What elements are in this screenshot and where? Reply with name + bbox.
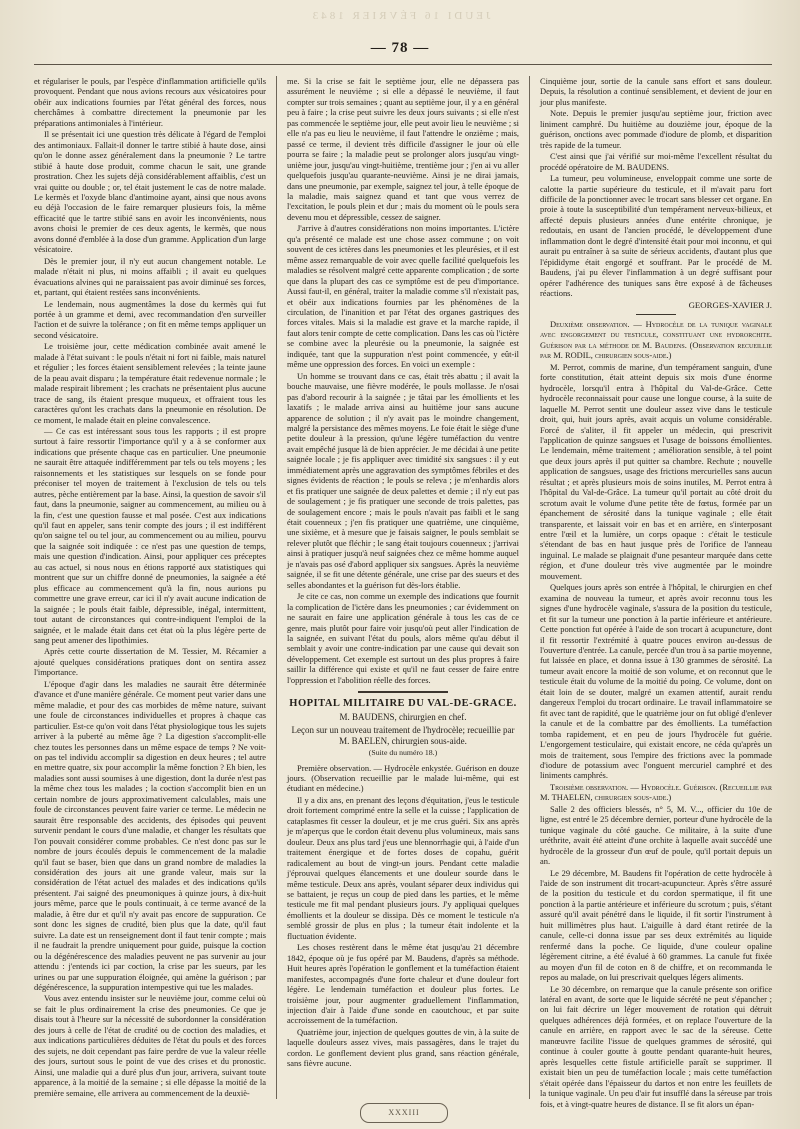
column-2: [287, 76, 519, 1099]
lecture-title: Leçon sur un nouveau traitement de l'hydrocèle; recueillie par M. BAELEN, chirurgien sous-aide.: [291, 725, 515, 746]
library-stamp: XXXIII: [360, 1103, 448, 1123]
section-heading: HOPITAL MILITAIRE DU VAL-DE-GRACE.: [289, 698, 517, 710]
column-3: [540, 76, 772, 1109]
paragraph: Le lendemain, nous augmentâmes la dose du kermès qui fut portée à un gramme et demi, avec recommandation d'en surveiller l'action et de suivre la tolérance ; on fit en même temps appliquer un second vésicatoire.: [34, 298, 266, 340]
paragraph: Le troisième jour, cette médication combinée avait amené le malade à l'état suivant : le pouls n'était ni fort ni faible, mais naturel et régulier ; les forces étaient sensiblement relevées ; la teinte jaune de la peau avait disparu ; la température était redevenue normale ; le malade respirait librement ; les crachats ne présentaient plus aucune trace de sang, ils étaient presque muqueux, et offraient tous les caractères qu'ont les crachats dans la pneumonie en résolution. De ce moment, le malade était en pleine convalescence.: [34, 341, 266, 425]
paragraph: Il se présentait ici une question très délicate à l'égard de l'emploi des antimoniaux. Fallait-il donner le tartre stibié à haute dose, ainsi qu'on le donne assez généralement dans la pneumonie ? Le tartre stibié à haute dose produit, comme chacun le sait, une grande prostration. Chez les sujets déjà considérablement affaiblis, c'est un vrai quitte ou double ; or, tel était justement le cas de notre malade. Le kermès et l'oxyde blanc d'antimoine ayant, ainsi que nous avons eu déjà l'occasion de le faire remarquer plusieurs fois, la même efficacité que le tartre stibié sans en avoir les inconvénients, nous avons choisi le premier de ces deux agents, le kermès, que nous avons donné d'emblée à la dose d'un gramme. Application d'un large vésicatoire.: [34, 129, 266, 255]
paragraph: et régulariser le pouls, par l'espèce d'inflammation artificielle qu'ils provoquent. Pendant que nous avions recours aux vésicatoires pour obéir aux indications fournies par l'état général des forces, nous cherchâmes à combattre directement la pneumonie par les préparations antimoniales à l'intérieur.: [34, 76, 266, 128]
observation-heading: Troisième observation. — Hydrocèle. Guérison. (Recueillie par M. THAELEN, chirurgien sous-aide.): [540, 781, 772, 803]
paragraph: me. Si la crise se fait le septième jour, elle ne dépassera pas assurément le neuvième ; si elle a dépassé le neuvième, il faut compter sur trois semaines ; quant au septième jour, il y a en général peu à faire ; la crise peut suivre les deux jours suivants ; si elle n'est pas commencée le septième jour, elle peut avoir lieu le neuvième ; si elle n'a pas eu lieu le neuvième, il faut l'attendre le onzième ; mais, passé ce terme, il devient très difficile d'assigner le jour où elle pourra se faire ; la maladie peut se prolonger alors jusqu'au vingt-unième jour, jusqu'au vingt-huitième, trentième jour ; j'en ai vu aller quelquefois jusqu'au quarante-neuvième. Ainsi je ne dirai jamais, dans une pneumonie, par exemple, saignez tel jour, à telle époque de la maladie, mais saignez quand et tant que vous verrez de l'excitation, le pouls plein et dur ; mais du moment où le pouls sera devenu mou et dépressible, cessez de saigner.: [287, 76, 519, 222]
bleed-through-text: JEUDI 16 FÉVRIER 1843: [309, 10, 491, 22]
paragraph: L'époque d'agir dans les maladies ne saurait être déterminée d'avance et d'une manière générale. Ce moment peut varier dans une même maladie, et pour des cas morbides de même nature, suivant une foule de circonstances individuelles et propres à chaque cas particulier. Est-ce qu'on voit dans l'état physiologique tous les sujets arriver à la puberté au même âge ? La digestion s'accomplit-elle chez toutes les personnes dans un même espace de temps ? Ne voit-on pas tel individu accomplir sa digestion en deux heures ; tel autre en mettre quatre, six pour accomplir la même fonction ? Eh bien, les maladies sont aussi soumises à une digestion, dont la durée n'est pas la même chez tous les malades ; la coction s'accomplit bien en un certain nombre de jours approximativement calculables, mais une foule de circonstances peuvent faire varier ce terme. Le médecin ne saurait être responsable des accidents, des épisodes qui peuvent survenir pendant le cours d'une maladie, et changer les résultats que l'on pouvait considérer comme probables. Ce n'est donc pas sur le nombre de jours écoulés depuis le commencement de la maladie qu'il faut se baser, bien que dans un grand nombre de maladies la considération des jours ait une grande valeur, mais sur la considération de l'état actuel des malades et des indications qu'ils présentent. J'ai saigné des pneumoniques à quinze jours, à dix-huit jours même, parce que le pouls continuait, à ce terme avancé de la maladie, à être dur et qu'il n'y avait pas encore de suppuration. Ce sont donc les signes de crudité, bien plus que la date, qu'il faut suivre. La date est un renseignement dont il faut tenir compte ; mais il ne faudrait la prendre uniquement pour guide, puisque la coction ou la dégénérescence des maladies peuvent ne pas survenir au jour attendu : j'entends ici par coction, la crise par les sueurs, par les urines ou par une suppuration éloignée, qui amène la guérison ; par dégénérescence, la suppuration intempestive qui tue les malades.: [34, 678, 266, 992]
paragraph: Quatrième jour, injection de quelques gouttes de vin, à la suite de laquelle douleurs assez vives, mais passagères, dans le trajet du cordon. Le gonflement devient plus grand, sans réaction générale, sans fièvre aucune.: [287, 1026, 519, 1069]
paragraph: — Ce cas est intéressant sous tous les rapports ; il est propre surtout à faire ressortir l'importance qu'il y a à se conformer aux indications que présente chaque cas en particulier. Une pneumonie ne saurait être attaquée indifféremment par tels ou tels moyens ; les raisonnements et les statistiques sur lesquels on se fonde pour préconiser tel moyen de traitement à l'exclusion de tels ou tels autres, pèche entièrement par la base. Ainsi, la question de savoir s'il faut, dans la pneumonie, saigner au commencement, au milieu ou à la fin, c'est une question fausse et mal posée. C'est aux indications qu'il faut en appeler, sans tenir compte des jours ; il est indifférent qu'on saigne tel ou tel jour, au commencement ou au milieu, pourvu que la saignée soit indiquée : ce n'est pas une question de temps, mais une question d'indication. Ainsi, pour appliquer ces préceptes au cas actuel, si nous nous en étions rapporté aux statistiques qui montrent que sur un chiffre donné de pneumonies, la saignée a été plus efficace au commencement qu'à la fin, nous aurions pu commettre une grave erreur, car ici il n'y avait aucune indication de la saignée ; le pouls était faible, dépressible, inégal, intermittent, tout autant de circonstances qui contre-indiquent l'emploi de la saignée, et le malade était dans cet état où la plus légère perte de sang peut amener des lipothimies.: [34, 425, 266, 646]
paragraph: Quelques jours après son entrée à l'hôpital, le chirurgien en chef examina de nouveau la tumeur, et après avoir reconnu tous les signes d'une hydrocèle vaginale, s'assura de la position du testicule, et fit sur la tumeur une ponction à la partie inférieure et antérieure. Cette ponction fut opérée à l'aide de son trocart à acupuncture, dont il fit ressortir l'extrémité à quatre pouces environ au-dessus de l'ouverture d'entrée. La canule, percée d'un trou à sa partie moyenne, fut laissée en place, et donna issue à 130 grammes de sérosité. La tumeur avait encore la moitié de son volume, et on reconnut que le testicule était du volume de la moitié du poing. Ce volume, dont on était loin de se douter, malgré un examen attentif, aurait rendu dangereux l'emploi du trocart ordinaire. Le travail inflammatoire se fit avec tant de rapidité, que le quatrième jour on fut obligé d'enlever la canule et de la combattre par des émollients. La tuméfaction tomba rapidement, et en peu de jours l'hydrocèle fut guérie. L'engorgement testiculaire, qui existait encore, ne céda qu'après un mois de traitement, sous l'empire des frictions avec la pommade d'iodure de potassium avec l'onguent mercuriel camphré et des liniments camphrés.: [540, 582, 772, 781]
paragraph: Il y a dix ans, en prenant des leçons d'équitation, j'eus le testicule droit fortement comprimé entre la selle et la cuisse ; l'application de cataplasmes fit cesser la douleur, et je me crus guéri. Six ans après je m'aperçus que le cordon était devenu plus volumineux, mais sans douleur. Deux ans plus tard j'eus une blennorrhagie qui, à l'aide d'un traitement énergique et de fortes doses de copahu, guérit radicalement au bout de vingt-un jours. Pendant cette maladie j'éprouvai quelques élancements et une douleur sourde dans le même testicule. Deux ans après, voulant séparer deux individus qui se battaient, je reçus un coup de pied dans les parties, et le même testicule me fit mal pendant plusieurs jours. J'y appliquai quelques émollients et la douleur se dissipa. Dès ce moment le testicule n'a semblé grossir de plus en plus ; la tumeur était indolente et la fluctuation évidente.: [287, 794, 519, 941]
paragraph: C'est ainsi que j'ai vérifié sur moi-même l'excellent résultat du procédé opératoire de M. BAUDENS.: [540, 151, 772, 172]
observation-heading: Deuxième observation. — Hydrocèle de la tunique vaginale avec engorgement du testicule, constituant une hydrorchite. Guérison par la méthode de M. Baudens. (Observation recueillie par M. RODIL, chirurgien sous-aide.): [540, 318, 772, 361]
header-rule: [34, 64, 772, 65]
continuation-note: (Suite du numéro 18.): [368, 748, 438, 758]
paragraph: Le 29 décembre, M. Baudens fit l'opération de cette hydrocèle à l'aide de son instrument dit trocart-acupuncteur. Après s'être assuré de la position du testicule et du cordon spermatique, il fit une ponction à la partie antérieure et inférieure du scrotum ; puis, s'étant assuré qu'il avait pénétré dans le liquide, il fit sortir l'instrument à huit millimètres plus haut. L'aiguille à dard étant retirée de la canule, celle-ci donna issue par ses deux extrémités au liquide renfermé dans la poche. Ce liquide, d'une couleur opaline légèrement citrine, a été évalué à 60 grammes. La canule fut fixée au moyen d'un fil de coton en 8 de chiffre, et on recommanda le repos au malade, on lui prescrivait quelques légers aliments.: [540, 867, 772, 983]
column-1: [34, 76, 266, 1099]
column-separator: [276, 76, 277, 1099]
section-rule: [636, 314, 676, 315]
paragraph: M. Perrot, commis de marine, d'un tempérament sanguin, d'une forte constitution, était atteint depuis six mois d'une énorme hydrocèle, lorsqu'il entra à l'hôpital du Val-de-Grâce. Cette hydrocèle reconnaissait pour cause une longue course, à la suite de laquelle M. Perrot sentit une douleur assez vive dans le testicule droit, qui, huit jours après, avait acquis un volume considérable. Forcé de s'aliter, il fit appeler un médecin, qui prescrivit l'application de quinze sangsues et l'usage de boissons émollientes. Le lendemain, même traitement ; amélioration sensible, à tel point que deux jours après il put quitter sa chambre. Rechute ; nouvelle application de sangsues, usage des frictions mercurielles sans aucun résultat ; et après plusieurs mois de soins inutiles, M. Perrot entra à l'hôpital du Val-de-Grâce. La tumeur qu'il portait au côté droit du scrotum avait le volume d'une petite tête de fœtus, formée par un épanchement de sérosité dans la tunique vaginale ; elle était transparente, et laissait voir en bas et en arrière, en s'interposant entre l'œil et la lumière, un corps opaque : c'était le testicule s'étendant de bas en haut jusque près de l'orifice de l'anneau inguinal. Le malade se plaignait d'une pesanteur marquée dans cette région, et d'une douleur très vive augmentée par le moindre mouvement.: [540, 361, 772, 581]
paragraph: Je cite ce cas, non comme un exemple des indications que fournit la complication de l'ictère dans les pneumonies ; car évidemment on ne saurait en faire une application générale à tous les cas de ce genre, mais plutôt pour faire voir jusqu'où peut aller l'indication de la saignée, en suivant l'état du pouls, alors même qu'au début il semblait y avoir une contre-indication par une cause qui devait son développement. Cet exemple est surtout un des plus propres à faire saillir la différence qui existe et qu'il ne faut cesser de faire entre l'oppression et l'abolition réelle des forces.: [287, 591, 519, 685]
page-number: — 78 —: [370, 40, 430, 56]
paragraph: Dès le premier jour, il n'y eut aucun changement notable. Le malade n'était ni plus, ni moins affaibli ; il avait eu quelques évacuations alvines qui ne paraissaient pas avoir diminué ses forces, et, partant, qui étaient restées sans inconvénients.: [34, 255, 266, 298]
paragraph: Vous avez entendu insister sur le neuvième jour, comme celui où se fait le plus ordinairement la crise des pneumonies. Ce que je disais tout à l'heure sur la nécessité de subordonner la considération des jours à celle de l'état de crudité ou de coction des maladies, et aux indications particulières déduites de l'état du pouls et des forces des sujets, ne doit cependant pas faire perdre de vue la valeur réelle des jours, surtout sous le point de vue des crises et du pronostic. Ainsi, une maladie qui a duré plus d'un jour, arrivera, suivant toute apparence, à la moitié de la semaine ; si elle dépasse la moitié de la première semaine, elle arrivera au commencement de la deuxiè-: [34, 993, 266, 1098]
paragraph: Après cette courte dissertation de M. Tessier, M. Récamier a ajouté quelques considérations pratiques dont on sentira assez l'importance.: [34, 646, 266, 678]
column-separator: [529, 76, 530, 1099]
paragraph: Note. Depuis le premier jusqu'au septième jour, friction avec liniment camphré. Du huitième au douzième jour, époque de la guérison, onctions avec pommade d'iodure de plomb, et disparition très rapide de la tumeur.: [540, 108, 772, 150]
paragraph: Cinquième jour, sortie de la canule sans effort et sans douleur. Depuis, la résolution a continué sensiblement, et devient de jour en jour plus manifeste.: [540, 76, 772, 107]
paragraph: Un homme se trouvant dans ce cas, était très abattu ; il avait la bouche mauvaise, une fièvre modérée, le pouls mollasse. Je n'osai pas d'abord recourir à la saignée ; je tâtai par les émollients et les laxatifs ; le malade arriva ainsi au huitième jour sans aucune apparence de solution ; il n'y avait pas le moindre changement, malgré la persistance des mêmes moyens. Le foie était le siège d'une petite douleur à la pression, qu'une légère tuméfaction du ventre avait empêché jusque là de bien apprécier. Je me décidai à une petite saignée locale ; je fis appliquer avec timidité six sangsues : il y eut immédiatement après une aggravation des symptômes fébriles et des signes évidents de réaction ; le pouls se releva ; je m'enhardis alors et fis pratiquer une saignée de deux palettes et demie ; il n'y eut pas de soulagement ; je fis pratiquer une seconde de trois palettes, pas de soulagement encore ; mais le pouls n'avait pas faibli et le sang était couenneux ; j'en fis pratiquer une quatrième, une cinquième, une sixième, et à mesure que je faisais saigner, le pouls semblait se relever plutôt que fléchir ; le sang était toujours couenneux ; j'arrivai ainsi à pratiquer jusqu'à neuf saignées chez ce même homme auquel je n'avais pas osé d'abord appliquer six sangsues. Après la neuvième saignée, il se fit une détente générale, une crise par des sueurs et des selles abondantes et la guérison fut dès-lors établie.: [287, 370, 519, 590]
section-subheading: M. BAUDENS, chirurgien en chef.: [339, 711, 467, 722]
section-rule: [358, 691, 448, 693]
three-column-layout: [34, 76, 772, 1109]
signature: GEORGES-XAVIER J.: [688, 299, 772, 310]
paragraph: J'arrive à d'autres considérations non moins importantes. L'ictère qu'a présenté ce malade est une chose assez commune ; on voit souvent de ces ictères dans les pneumonies et les pleurésies, et il est même assez remarquable de voir avec quelle facilité quelquefois les maladies se résolvent malgré cette apparente complication ; de sorte que dans la plupart des cas ce symptôme est de peu d'importance. Aussi faut-il, en général, traiter la maladie comme s'il n'existait pas, et obéir aux indications fournies par les phénomènes de la circulation, de l'inanition et par l'état des organes gastriques des forces vitales. Mais si la maladie est grave et la marche rapide, il faut alors tenir compte de cette complication. Dans les cas où l'ictère se combine avec la pleurésie ou la pneumonie, la saignée est indiquée, tant que la suppuration n'est point commencée, y eût-il même une oppression des forces. En voici un exemple :: [287, 223, 519, 370]
paragraph: Salle 2 des officiers blessés, n° 5, M. V..., officier du 10e de ligne, est entré le 25 décembre dernier, porteur d'une hydrocèle de la tunique vaginale du côté gauche. Ce militaire, à la suite d'une uréthrite, avait été atteint d'une orchite à laquelle avait succédé une hydrocèle de la grosseur d'un œuf de poule, qu'il portait depuis un an.: [540, 803, 772, 867]
observation-heading: Première observation. — Hydrocèle enkystée. Guérison en douze jours. (Observation recueillie par le malade lui-même, qui est étudiant en médecine.): [287, 762, 519, 794]
paragraph: Le 30 décembre, on remarque que la canule présente son orifice latéral en avant, de sorte que le liquide sécrété ne peut s'épancher ; on lui fait décrire un léger mouvement de rotation qui détruit quelques adhérences déjà formées, et on replace l'ouverture de la canule en arrière, en rapport avec le sac de la séreuse. Cette manœuvre facilite l'issue de quelques grammes de sérosité, qui continue à couler goutte à goutte pendant quarante-huit heures, après lesquelles cette fistule artificielle paraît se supprimer. Il existait bien un peu de tuméfaction locale ; mais cette tuméfaction s'était opérée dans l'épaisseur du dartos et non entre les feuillets de la tunique vaginale. Un peu d'air fut insufflé dans la séreuse par trois fois, et à vingt-quatre heures de distance. Il se fit alors un épan-: [540, 983, 772, 1109]
paragraph: La tumeur, peu volumineuse, enveloppait comme une sorte de calotte la partie supérieure du testicule, et il m'avait paru fort difficile de la ponctionner avec le trocart sans blesser cet organe. En proie à toute la susceptibilité d'un tempérament nerveux-bilieux, et affecté depuis plusieurs années d'une entérite chronique, je redoutais, en usant de l'ancien procédé, le développement d'une inflammation dont le degré d'intensité était pour moi inconnu, et qui aurait pu entraîner à sa suite de sérieux accidents, d'autant plus que l'épididyme était engorgé et souffrant. Par le procédé de M. Baudens, j'ai pu élever l'inflammation à un degré suffisant pour opérer l'adhérence des tuniques sans être exposé à de fâcheuses réactions.: [540, 173, 772, 299]
paragraph: Les choses restèrent dans le même état jusqu'au 21 décembre 1842, époque où je fus opéré par M. Baudens, d'après sa méthode. Huit heures après l'opération le gonflement et la tuméfaction étaient manifestes, accompagnés d'une forte chaleur et d'une douleur fort légère. Le lendemain tuméfaction et douleur plus fortes. Le troisième jour, pour augmenter graduellement l'inflammation, injection d'air à l'aide d'une sonde en caoutchouc, et par suite accroissement de la tuméfaction.: [287, 942, 519, 1026]
